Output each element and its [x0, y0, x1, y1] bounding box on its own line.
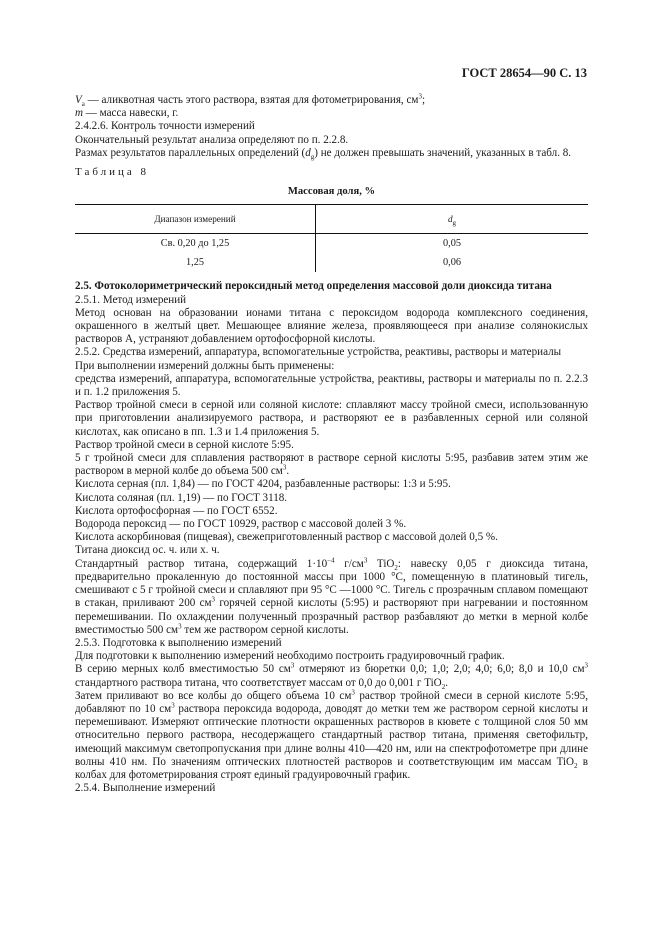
paragraph-phosphoric-acid: Кислота ортофосфорная — по ГОСТ 6552.: [75, 504, 278, 517]
table-header-row: [75, 205, 588, 234]
table-col-dg-header: $d_g$: [316, 205, 589, 234]
section-2-5-1: 2.5.1. Метод измерений: [75, 293, 187, 306]
paragraph-5g: 5 г тройной смеси для сплавления растворяют в растворе серной кислоты 5:95, разбавив затем этим же раствором в мерной колбе до объема 500 $см^3$.: [75, 452, 588, 478]
table-col-range-header: Диапазон измерений: [75, 205, 316, 234]
paragraph-triple-mix: Раствор тройной смеси в серной или соляной кислоте: сплавляют массу тройной смеси, использованную при приготовлении анализируемого раствора, и растворяют ее в разбавленных серной или соляной кислотах, как описано в пп. 1.3 и 1.4 приложения 5.: [75, 399, 588, 438]
table-cell-value: 0,05: [442, 238, 462, 250]
section-2-5-2: 2.5.2. Средства измерений, аппаратура, вспомогательные устройства, реактивы, растворы и материалы: [75, 346, 562, 359]
section-2-5-4: 2.5.4. Выполнение измерений: [75, 782, 216, 795]
paragraph-apply: При выполнении измерений должны быть применены:: [75, 359, 335, 372]
paragraph-then: Затем приливают во все колбы до общего объема 10 $см^3$ раствор тройной смеси в серной кислоте 5:95, добавляют по 10 $см^3$ раствора пероксида водорода, доводят до метки тем же раствором серной кислоты и перемешивают. Измеряют оптические плотности окрашенных растворов в кювете с толщиной слоя 50 мм относительно первого раствора, несодержащего стандартный раствор титана, применяя светофильтр, имеющий максимум светопропускания при длине волны 410—420 нм, или на спектрофотометре при длине волны 410 нм. По значениям оптических плотностей растворов и соответствующим им массам TiO$_2$ в колбах для фотометрирования строят единый градуировочный график.: [75, 688, 588, 781]
table-caption: Таблица 8: [75, 166, 150, 179]
paragraph-titanium-dioxide: Титана диоксид ос. ч. или х. ч.: [75, 544, 220, 557]
document-body: [75, 94, 588, 795]
table-title: Массовая доля, %: [287, 186, 376, 198]
paragraph-means: средства измерений, аппаратура, вспомогательные устройства, реактивы, растворы и материалы по п. 2.2.3 и п. 1.2 приложения 5.: [75, 372, 588, 399]
section-2-5-3: 2.5.3. Подготовка к выполнению измерений: [75, 636, 282, 649]
paragraph-final-result: Окончательный результат анализа определяют по п. 2.2.8.: [75, 133, 349, 146]
section-2-4-2-6: 2.4.2.6. Контроль точности измерений: [75, 120, 255, 133]
table-cell-range: 1,25: [75, 253, 316, 272]
paragraph-razmah: Размах результатов параллельных определений $(d_g)$ не должен превышать значений, указанных в табл. 8.: [75, 146, 572, 162]
paragraph-ascorbic-acid: Кислота аскорбиновая (пищевая), свежеприготовленный раствор с массовой долей 0,5 %.: [75, 531, 498, 544]
paragraph-preparation: Для подготовки к выполнению измерений необходимо построить градуировочный график.: [75, 650, 505, 663]
paragraph-hydrochloric-acid: Кислота соляная (пл. 1,19) — по ГОСТ 3118.: [75, 491, 288, 504]
paragraph-triple-sulfuric: Раствор тройной смеси в серной кислоте 5:95.: [75, 438, 294, 451]
paragraph-va: $V_a$ — аликвотная часть этого раствора, взятая для фотометрирования, $см^3$;: [75, 92, 426, 109]
table-row: [75, 234, 588, 254]
paragraph-series: В серию мерных колб вместимостью 50 $см^3$ отмеряют из бюретки 0,0; 1,0; 2,0; 4,0; 6,0; 8,0 и 10,0 $см^3$ стандартного раствора титана, что соответствует массам от 0,0 до 0,001 г TiO$_2$.: [75, 661, 588, 691]
table-8: [75, 204, 588, 272]
paragraph-m: m — масса навески, г.: [75, 107, 179, 120]
table-cell-value: 0,06: [442, 257, 462, 269]
paragraph-method: Метод основан на образовании ионами титана с пероксидом водорода комплексного соединения, окрашенного в желтый цвет. Мешающее влияние железа, проявляющееся при анализе солянокислых растворов А, устраняют добавлением ортофосфорной кислоты.: [75, 306, 588, 346]
table-cell-range: Св. 0,20 до 1,25: [75, 234, 316, 254]
page-header: ГОСТ 28654—90 С. 13: [461, 66, 587, 80]
table-row: [75, 253, 588, 272]
section-2-5-heading: 2.5. Фотоколориметрический пероксидный метод определения массовой доли диоксида титана: [75, 280, 552, 293]
paragraph-sulfuric-acid: Кислота серная (пл. 1,84) — по ГОСТ 4204, разбавленные растворы: 1:3 и 5:95.: [75, 478, 451, 491]
paragraph-hydrogen-peroxide: Водорода пероксид — по ГОСТ 10929, раствор с массовой долей 3 %.: [75, 518, 407, 531]
paragraph-standard-solution: Стандартный раствор титана, содержащий $1\cdot 10^{-4}$ $г/см^3$ TiO$_2$: навеску 0,05 г диоксида титана, предварительно прокаленную до постоянной массы при 1000 °С, помещенную в платиновый тигель, смешивают с 5 г тройной смеси и сплавляют при 95 °С —1000 °С. Тигель с прозрачным сплавом помещают в стакан, приливают 200 $см^3$ горячей серной кислоты (5:95) и растворяют при нагревании и постоянном перемешивании. По охлаждении полученный прозрачный раствор разбавляют до метки в мерной колбе вместимостью 500 $см^3$ тем же раствором серной кислоты.: [75, 556, 588, 636]
